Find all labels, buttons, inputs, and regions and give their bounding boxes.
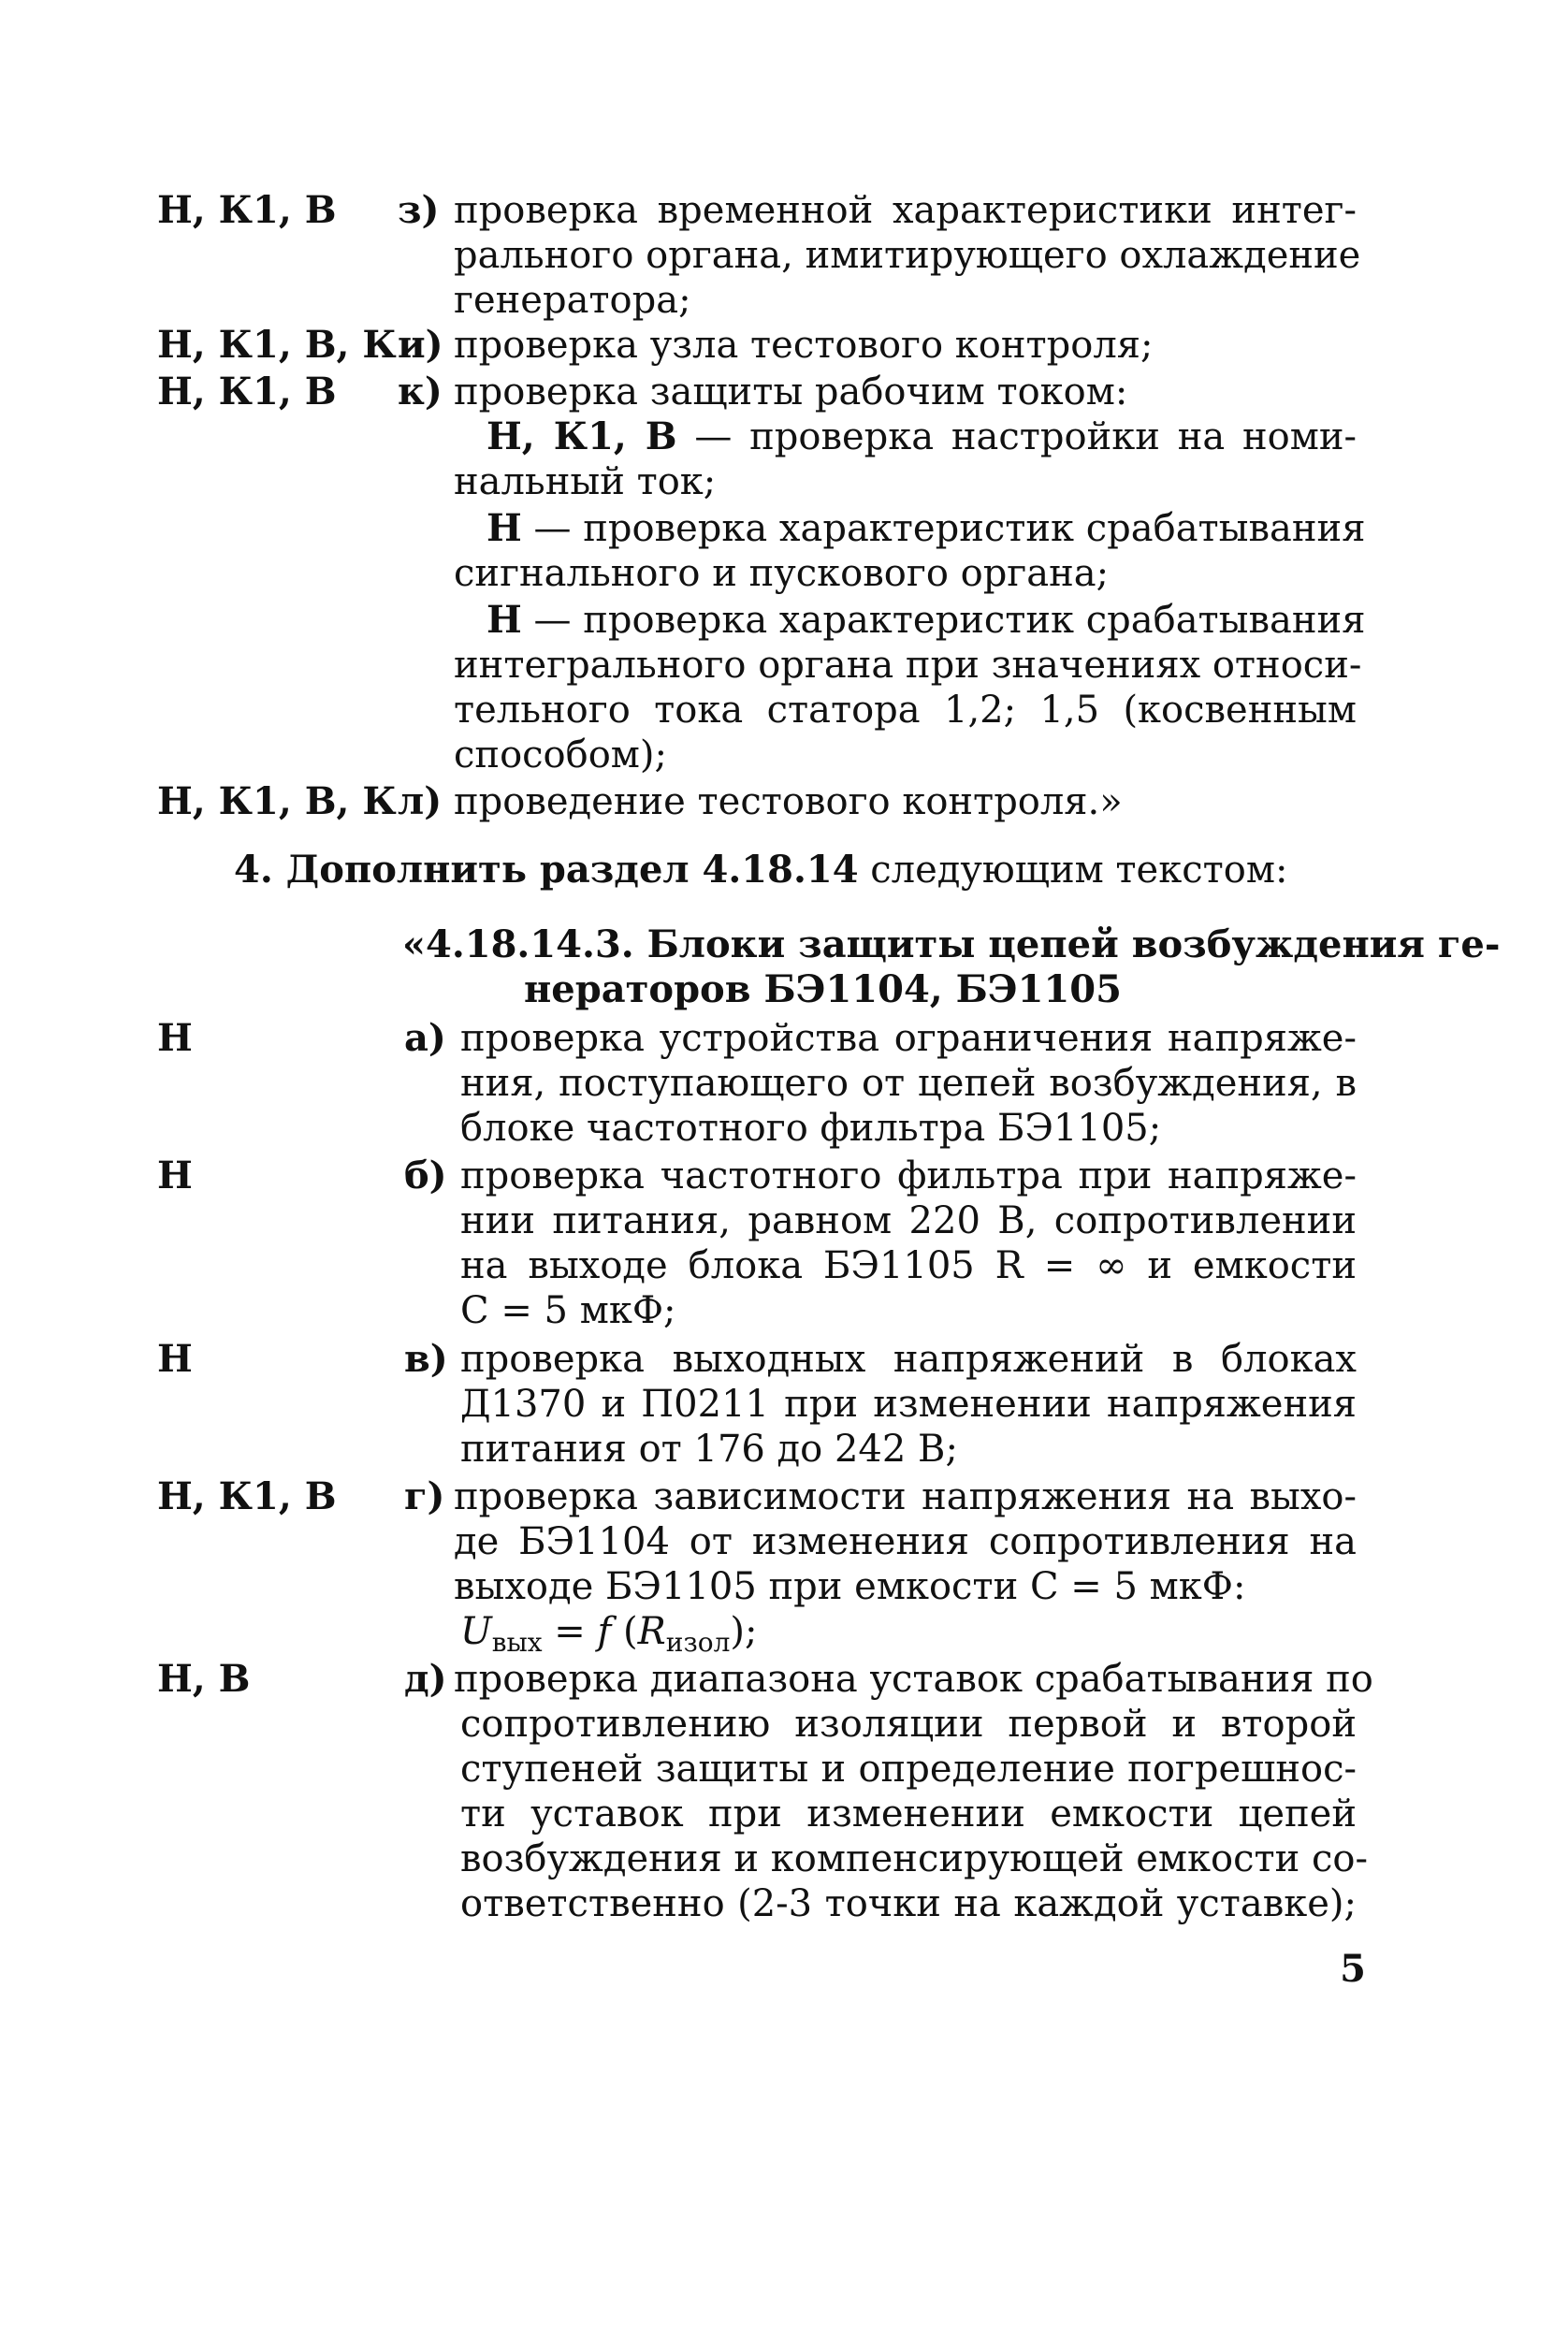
- item-v-line-3: питания от 176 до 242 В;: [460, 1428, 958, 1471]
- formula-u: U: [460, 1610, 492, 1653]
- subitem-3-line-4: способом);: [454, 733, 667, 776]
- item-g-code: Н, К1, В: [157, 1474, 337, 1518]
- subitem-2-line-2: сигнального и пускового органа;: [454, 552, 1110, 595]
- subitem-2-text: — проверка характеристик срабатывания: [521, 507, 1366, 550]
- heading-line-2: нераторов БЭ1104, БЭ1105: [524, 967, 1122, 1011]
- item-z-code: Н, К1, В: [157, 188, 337, 232]
- item-a-line-3: блоке частотного фильтра БЭ1105;: [460, 1107, 1162, 1150]
- subitem-1-line-2: нальный ток;: [454, 460, 717, 503]
- subitem-3-text: — проверка характеристик срабатывания: [521, 599, 1366, 642]
- item-d-line-2: сопротивлению изоляции первой и второй: [460, 1703, 1357, 1746]
- item-z-line-3: генератора;: [454, 279, 691, 322]
- item-k-marker: к): [398, 370, 443, 414]
- subitem-2-line-1: [486, 505, 1366, 552]
- item-k-code: Н, К1, В: [157, 370, 337, 414]
- item-a-line-1: проверка устройства ограничения напряже-: [460, 1017, 1357, 1060]
- item-l-marker: л): [398, 779, 443, 823]
- item-d-line-4: ти уставок при изменении емкости цепей: [460, 1792, 1357, 1836]
- item-b-marker: б): [404, 1154, 447, 1197]
- formula-close: );: [730, 1610, 758, 1653]
- item-g-formula: [460, 1608, 758, 1658]
- item-g-line-1: проверка зависимости напряжения на выхо-: [454, 1475, 1357, 1518]
- formula-u-sub: вых: [491, 1627, 543, 1658]
- item-b-code: Н: [157, 1154, 193, 1197]
- item-d-line-3: ступеней защиты и определение погрешнос-: [460, 1748, 1357, 1791]
- item-l-code: Н, К1, В, К: [157, 779, 397, 823]
- item-v-line-2: Д1370 и П0211 при изменении напряжения: [460, 1383, 1357, 1426]
- item-g-line-3: выходе БЭ1105 при емкости С = 5 мкФ:: [454, 1565, 1246, 1608]
- page-number: 5: [1340, 1947, 1366, 1991]
- item-a-marker: а): [404, 1016, 446, 1060]
- item-v-marker: в): [404, 1337, 448, 1381]
- item-g-marker: г): [404, 1474, 445, 1518]
- item-g-line-2: де БЭ1104 от изменения сопротивления на: [454, 1520, 1357, 1563]
- subitem-1-line-1: [486, 414, 1357, 460]
- section-add-bold: 4. Дополнить раздел 4.18.14: [234, 848, 859, 892]
- subitem-1-prefix: Н, К1, В: [486, 414, 677, 458]
- subitem-2-prefix: Н: [486, 506, 522, 550]
- item-l-line-1: проведение тестового контроля.»: [454, 780, 1123, 823]
- formula-eq: =: [542, 1610, 598, 1653]
- formula-r: R: [637, 1610, 666, 1653]
- item-d-marker: д): [404, 1657, 447, 1701]
- item-v-code: Н: [157, 1337, 193, 1381]
- subitem-3-prefix: Н: [486, 598, 522, 642]
- item-v-line-1: проверка выходных напряжений в блоках: [460, 1338, 1357, 1381]
- item-d-line-1: проверка диапазона уставок срабатывания по: [454, 1658, 1373, 1701]
- item-a-code: Н: [157, 1016, 193, 1060]
- item-b-line-2: нии питания, равном 220 В, сопротивлении: [460, 1199, 1357, 1242]
- formula-f: f: [597, 1610, 612, 1653]
- item-b-line-4: С = 5 мкФ;: [460, 1289, 676, 1332]
- item-i-code: Н, К1, В, К: [157, 323, 397, 367]
- item-z-line-1: проверка временной характеристики интег-: [454, 189, 1357, 232]
- item-b-line-3: на выходе блока БЭ1105 R = ∞ и емкости: [460, 1244, 1357, 1287]
- item-a-line-2: ния, поступающего от цепей возбуждения, в: [460, 1062, 1357, 1105]
- subitem-1-text: — проверка настройки на номи-: [676, 415, 1357, 458]
- item-z-marker: з): [398, 188, 440, 232]
- item-k-line-1: проверка защиты рабочим током:: [454, 370, 1128, 414]
- subitem-3-line-2: интегрального органа при значениях относи-: [454, 644, 1362, 687]
- item-i-line-1: проверка узла тестового контроля;: [454, 324, 1154, 367]
- item-b-line-1: проверка частотного фильтра при напряже-: [460, 1154, 1357, 1197]
- section-add-line: [234, 847, 1287, 893]
- item-d-line-5: возбуждения и компенсирующей емкости со-: [460, 1837, 1368, 1880]
- item-z-line-2: рального органа, имитирующего охлаждение: [454, 234, 1361, 277]
- formula-r-sub: изол: [665, 1627, 731, 1658]
- item-d-line-6: ответственно (2-3 точки на каждой уставке);: [460, 1882, 1357, 1925]
- subitem-3-line-1: [486, 597, 1366, 644]
- item-d-code: Н, В: [157, 1657, 251, 1701]
- formula-open: (: [611, 1610, 638, 1653]
- subitem-3-line-3: тельного тока статора 1,2; 1,5 (косвенным: [454, 689, 1357, 732]
- item-i-marker: и): [398, 323, 443, 367]
- section-add-rest: следующим текстом:: [858, 849, 1288, 892]
- heading-line-1: «4.18.14.3. Блоки защиты цепей возбуждения ге-: [402, 922, 1501, 966]
